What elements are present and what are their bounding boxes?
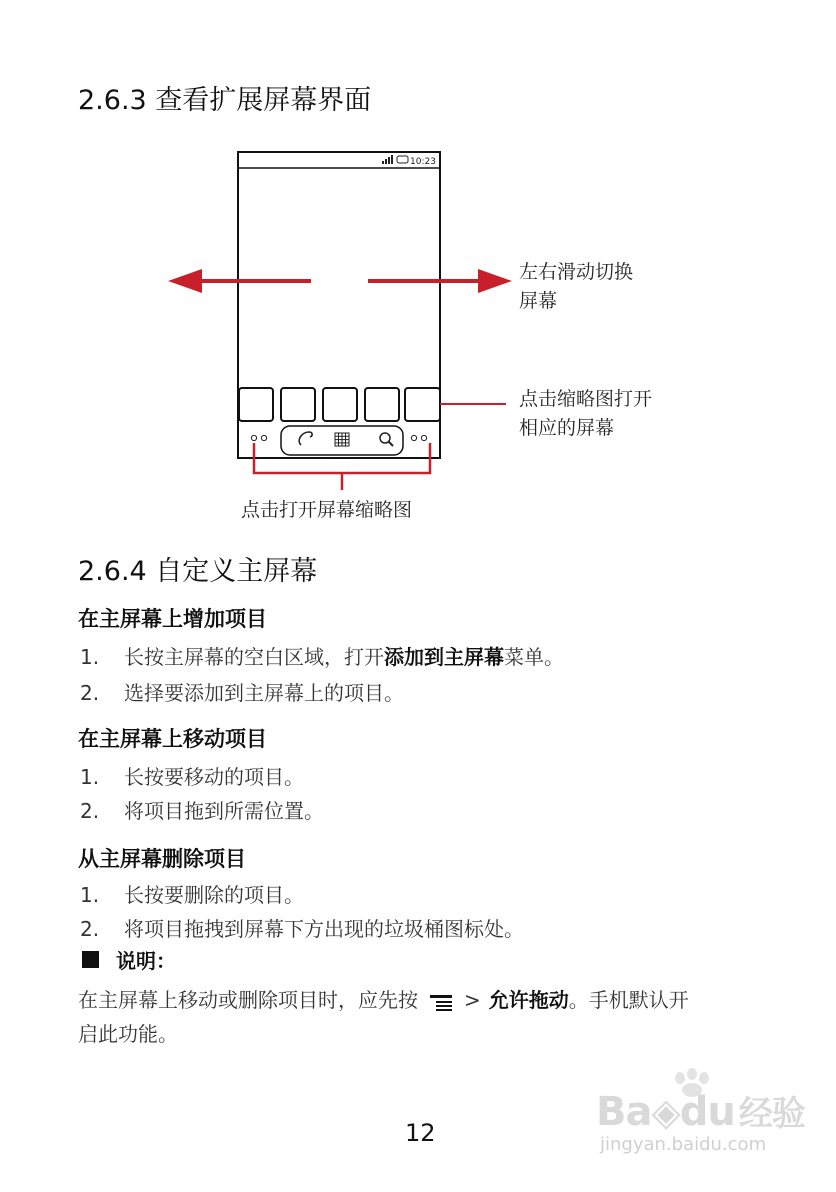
watermark-url: jingyan.baidu.com (600, 1134, 767, 1155)
note-text: 在主屏幕上移动或删除项目时，应先按 (78, 988, 418, 1012)
delete-step-2 (80, 913, 524, 942)
section-title-2-6-3: 2.6.3 查看扩展屏幕界面 (78, 85, 372, 116)
step-number: 2. (80, 681, 100, 705)
step-number: 1. (80, 883, 100, 907)
screen-thumbnail-2 (281, 388, 315, 421)
thumbnail-callout (519, 385, 652, 443)
step-number: 2. (80, 917, 100, 941)
status-time: 10:23 (410, 157, 436, 167)
watermark-paw-glyph: ◈ (651, 1090, 680, 1134)
add-to-home-menu-name: 添加到主屏幕 (384, 645, 504, 669)
step-text: 菜单。 (504, 645, 564, 669)
thumbnail-callout-line1: 点击缩略图打开 (519, 388, 653, 410)
note-line-2: 启此功能。 (78, 1022, 178, 1046)
swipe-callout-line2: 屏幕 (519, 290, 558, 312)
step-text: 选择要添加到主屏幕上的项目。 (124, 681, 404, 705)
screen-thumbnail-3 (323, 388, 357, 421)
step-number: 2. (80, 799, 100, 823)
note-body (78, 983, 778, 1051)
bottom-callout: 点击打开屏幕缩略图 (241, 499, 413, 521)
note-label: 说明： (116, 949, 176, 973)
note-text: 。手机默认开 (568, 988, 689, 1012)
delete-step-1 (80, 879, 304, 908)
watermark-jingyan: 经验 (738, 1094, 805, 1134)
note-line-1 (78, 983, 778, 1017)
move-step-2 (80, 795, 324, 824)
add-step-1 (80, 641, 564, 670)
step-number: 1. (80, 645, 100, 669)
step-text: 将项目拖到所需位置。 (124, 799, 324, 823)
step-text: 长按要删除的项目。 (124, 883, 304, 907)
delete-items-heading: 从主屏幕删除项目 (78, 847, 246, 871)
thumbnail-callout-line2: 相应的屏幕 (519, 417, 615, 439)
step-text: 将项目拖拽到屏幕下方出现的垃圾桶图标处。 (124, 917, 524, 941)
screen-thumbnail-5 (405, 388, 440, 421)
move-items-heading: 在主屏幕上移动项目 (78, 727, 267, 751)
page-number: 12 (405, 1119, 436, 1147)
screen-thumbnail-1 (239, 388, 273, 421)
add-items-heading: 在主屏幕上增加项目 (78, 607, 267, 631)
baidu-watermark (596, 1068, 805, 1168)
menu-key-icon (430, 993, 452, 1011)
swipe-callout-line1: 左右滑动切换 (519, 261, 634, 283)
add-step-2 (80, 677, 404, 706)
screen-thumbnail-4 (365, 388, 399, 421)
move-step-1 (80, 761, 304, 790)
note-square-icon (82, 951, 99, 968)
section-title-2-6-4: 2.6.4 自定义主屏幕 (78, 556, 318, 587)
home-screen-diagram (150, 140, 690, 530)
step-text: 长按要移动的项目。 (124, 765, 304, 789)
watermark-brand (596, 1086, 805, 1135)
allow-drag-option: 允许拖动 (488, 988, 569, 1012)
swipe-callout (519, 258, 633, 316)
step-text: 长按主屏幕的空白区域，打开 (124, 645, 384, 669)
breadcrumb-arrow: > (464, 988, 481, 1012)
watermark-ba: Ba (596, 1089, 652, 1135)
watermark-du: du (679, 1089, 735, 1135)
step-number: 1. (80, 765, 100, 789)
